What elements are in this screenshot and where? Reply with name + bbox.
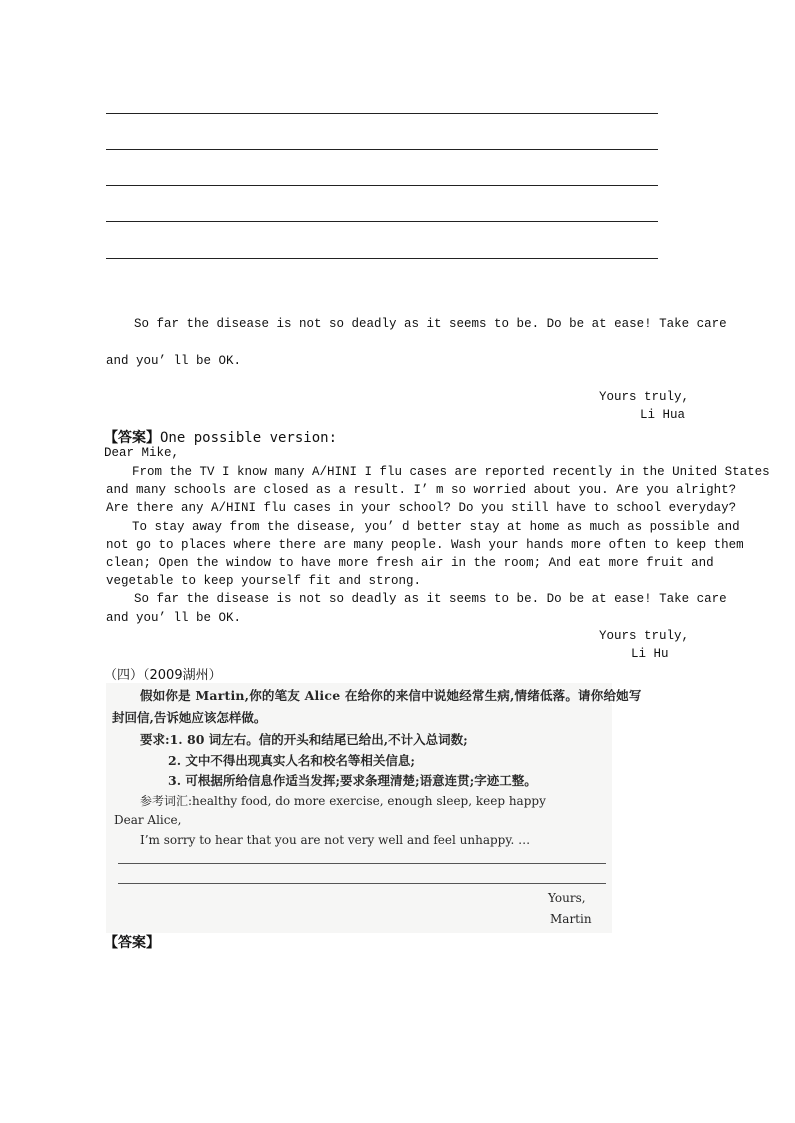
prompt-line: 封回信,告诉她应该怎样做。 <box>112 710 267 725</box>
writing-line <box>118 883 606 884</box>
answer-closing: Yours truly, <box>599 629 690 643</box>
closing-paragraph-line: and you’ ll be OK. <box>106 354 242 368</box>
answer-line: From the TV I know many A/HINI I flu cases are reported recently in the United States <box>132 465 770 479</box>
answer-line: vegetable to keep yourself fit and strong. <box>106 574 422 588</box>
final-answer-label: 【答案】 <box>104 935 160 951</box>
blank-line <box>106 221 658 222</box>
letter-signature: Martin <box>550 912 592 926</box>
answer-line: and many schools are closed as a result. I’ m so worried about you. Are you alright? <box>106 483 737 497</box>
answer-label <box>104 427 337 447</box>
reference-vocabulary: 参考词汇:healthy food, do more exercise, enough sleep, keep happy <box>140 794 546 808</box>
question-heading: （四）（2009湖州） <box>104 668 222 683</box>
blank-line <box>106 258 658 259</box>
answer-greeting: Dear Mike, <box>104 446 180 460</box>
letter-closing: Yours, <box>548 891 586 905</box>
requirement-line: 要求:1. 80 词左右。信的开头和结尾已给出,不计入总词数; <box>140 732 468 747</box>
requirement-line: 2. 文中不得出现真实人名和校名等相关信息; <box>168 753 416 768</box>
closing-paragraph-line: So far the disease is not so deadly as it seems to be. Do be at ease! Take care <box>134 317 727 331</box>
blank-line <box>106 113 658 114</box>
writing-line <box>118 863 606 864</box>
letter-greeting: Dear Alice, <box>114 813 182 827</box>
signature-closing: Yours truly, <box>599 390 690 404</box>
requirement-line: 3. 可根据所给信息作适当发挥;要求条理清楚;语意连贯;字迹工整。 <box>168 773 537 788</box>
answer-label-text: One possible version: <box>160 430 338 446</box>
blank-line <box>106 185 658 186</box>
answer-line: Are there any A/HINI flu cases in your school? Do you still have to school everyday? <box>106 501 737 515</box>
letter-opening: I’m sorry to hear that you are not very well and feel unhappy. … <box>140 833 531 847</box>
blank-line <box>106 149 658 150</box>
answer-label-bracket: 【答案】 <box>104 430 160 446</box>
prompt-line: 假如你是 Martin,你的笔友 Alice 在给你的来信中说她经常生病,情绪低落。请你给她写 <box>140 688 642 703</box>
signature-name: Li Hua <box>640 408 686 422</box>
answer-line: So far the disease is not so deadly as it seems to be. Do be at ease! Take care <box>134 592 727 606</box>
answer-line: clean; Open the window to have more fresh air in the room; And eat more fruit and <box>106 556 714 570</box>
answer-line: not go to places where there are many people. Wash your hands more often to keep them <box>106 538 744 552</box>
scanned-question-image <box>106 683 642 933</box>
answer-name: Li Hu <box>631 647 669 661</box>
answer-line: and you’ ll be OK. <box>106 611 242 625</box>
answer-line: To stay away from the disease, you’ d better stay at home as much as possible and <box>132 520 740 534</box>
